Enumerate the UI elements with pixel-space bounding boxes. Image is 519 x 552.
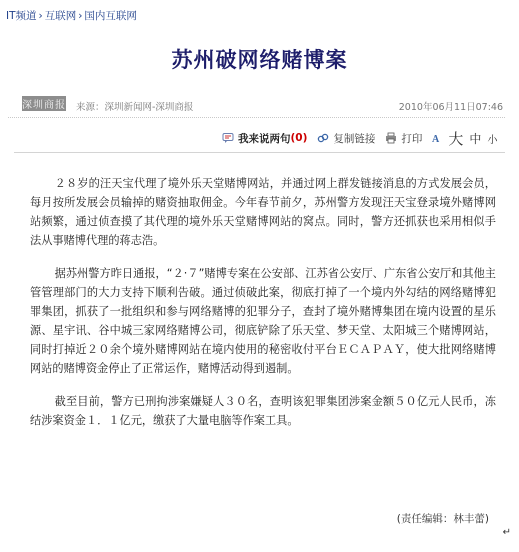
article-body: [30, 174, 496, 444]
font-size-small[interactable]: 小: [487, 134, 498, 146]
return-icon: ↵: [502, 527, 511, 538]
article-source: 来源：深圳新闻网-深圳商报: [76, 102, 194, 113]
article-toolbar: [222, 128, 513, 148]
article-paragraph: 据苏州警方昨日通报，“２·７”赌博专案在公安部、江苏省公安厅、广东省公安厅和其他主管管理部门的大力支持下顺利告破。通过侦破此案，彻底打掉了一个境内外勾结的网络赌博犯罪集团，抓获了一批组织和参与网络赌博的犯罪分子，查封了境外赌博集团在境内设置的星乐源、星宇讯、谷中城三家网络赌博公司，彻底铲除了乐天堂、梦天堂、太阳城三个赌博网站，同时打掉近２０余个境外赌博网站在境内使用的秘密收付平台ＥＣＡＰＡＹ，使大批网络赌博网站的赌博资金停止了正常运作，赌博活动得到遏制。: [30, 267, 496, 375]
copy-link-icon: [317, 132, 329, 144]
breadcrumb: [6, 8, 137, 23]
font-size-large[interactable]: 大: [448, 129, 464, 148]
comment-button[interactable]: [222, 131, 307, 146]
font-size-control: [432, 128, 503, 149]
print-label: 打印: [401, 132, 423, 145]
source-logo-text: 深圳商报: [22, 100, 66, 111]
svg-text:A: A: [432, 134, 440, 144]
font-size-medium[interactable]: 中: [469, 131, 482, 146]
source-logo: [22, 96, 66, 111]
article-date: 2010年06月11日07:46: [398, 102, 503, 113]
print-icon: [385, 132, 397, 144]
breadcrumb-separator: ›: [78, 10, 83, 22]
comment-icon: [222, 132, 234, 144]
divider: [14, 152, 505, 153]
copy-link-button[interactable]: [317, 131, 375, 146]
breadcrumb-separator: ›: [38, 10, 43, 22]
breadcrumb-item-it[interactable]: IT频道: [6, 10, 37, 22]
article-meta: [8, 93, 505, 118]
article-paragraph: ２８岁的汪天宝代理了境外乐天堂赌博网站，并通过网上群发链接消息的方式发展会员，每月按所发展会员输掉的赌资抽取佣金。今年春节前夕，苏州警方发现汪天宝登录境外赌博网站频繁，通过侦查摸了其代理的境外乐天堂赌博网站的窝点。同时，警方还抓获也采用相似手法从事赌博代理的蒋志浩。: [30, 177, 496, 247]
article-editor: (责任编辑：林丰蕾): [396, 513, 489, 525]
font-size-icon: [432, 132, 444, 144]
breadcrumb-item-internet[interactable]: 互联网: [44, 10, 77, 22]
copy-link-label: 复制链接: [333, 132, 376, 145]
comment-label: 我来说两句: [238, 132, 291, 145]
print-button[interactable]: [385, 131, 422, 146]
article-title: 苏州破网络赌博案: [171, 47, 348, 72]
article-paragraph: 截至目前，警方已刑拘涉案嫌疑人３０名，查明该犯罪集团涉案金额５０亿元人民币，冻结涉案资金１．１亿元，缴获了大量电脑等作案工具。: [30, 395, 496, 427]
breadcrumb-item-domestic-internet[interactable]: 国内互联网: [84, 10, 137, 22]
comment-count: (0): [290, 132, 308, 144]
